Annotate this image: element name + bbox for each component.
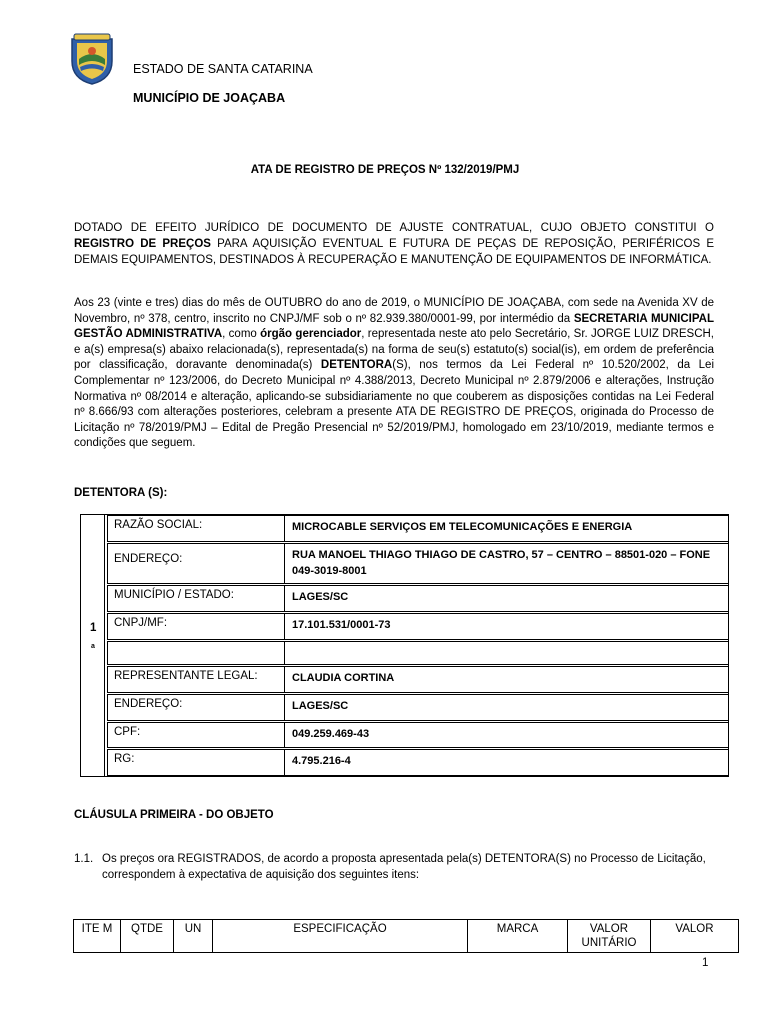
holder-row-endereco-representante: [107, 694, 729, 721]
col-header-valor: VALOR: [651, 920, 739, 953]
holder-label: [107, 642, 285, 664]
clause-number: 1.1.: [74, 853, 94, 865]
holder-row-cnpj: [107, 613, 729, 640]
col-header-item: ITE M: [74, 920, 121, 953]
holder-value: 17.101.531/0001-73: [292, 619, 391, 631]
col-header-un: UN: [174, 920, 213, 953]
items-table: [73, 919, 739, 953]
holder-label: RG:: [107, 750, 285, 775]
col-header-marca: MARCA: [468, 920, 568, 953]
holder-label: MUNICÍPIO / ESTADO:: [107, 586, 285, 611]
intro-bold-detentora: DETENTORA: [320, 359, 393, 372]
holder-row-blank: [107, 641, 729, 665]
holder-label: RAZÃO SOCIAL:: [107, 516, 285, 541]
holder-label: ENDEREÇO:: [107, 544, 285, 583]
state-name: ESTADO DE SANTA CATARINA: [133, 62, 313, 76]
items-table-header-row: [74, 920, 739, 953]
municipal-crest-icon: [70, 33, 114, 85]
lead-text-1: DOTADO DE EFEITO JURÍDICO DE DOCUMENTO DE AJUSTE CONTRATUAL, CUJO OBJETO CONSTITUI O: [74, 222, 714, 234]
holders-heading: DETENTORA (S):: [74, 487, 168, 499]
lead-text-2: PARA AQUISIÇÃO EVENTUAL E FUTURA DE PEÇAS DE REPOSIÇÃO, PERIFÉRICOS E DEMAIS EQUIPAMENTOS, DESTINADOS À RECUPERAÇÃO E MANUTENÇÃO DE EQUIPAMENTOS DE INFORMÁTICA.: [74, 238, 714, 266]
holder-value: LAGES/SC: [292, 591, 349, 603]
intro-bold-secretaria: SECRETARIA MUNICIPAL GESTÃO ADMINISTRATIVA: [74, 312, 715, 341]
holder-label: CNPJ/MF:: [107, 614, 285, 639]
holder-label: ENDEREÇO:: [107, 695, 285, 720]
holder-row-rg: [107, 749, 729, 776]
col-header-especificacao: ESPECIFICAÇÃO: [213, 920, 468, 953]
lead-text-bold: REGISTRO DE PREÇOS: [74, 238, 211, 250]
clause-heading: CLÁUSULA PRIMEIRA - DO OBJETO: [74, 809, 274, 821]
holder-row-representante: [107, 666, 729, 693]
intro-text-3: , representada neste ato pelo Secretário, Sr. JORGE LUIZ DRESCH, e a(s) empresa(s) abaixo relacionada(s), representada(s) na forma de seu(s) estatuto(s) social(is), em ordem de preferência por classificação, doravante denominada(s): [74, 328, 715, 372]
intro-text-4: (S), nos termos da Lei Federal nº 10.520/2002, da Lei Complementar nº 123/2006, do Decreto Municipal nº 4.388/2013, Decreto Municipal nº 2.879/2006 e alterações, Instrução Normativa nº 08/2014 e alteração, aplicando-se subsidiariamente no que couberem as disposições contidas na Lei Federal nº 8.666/93 com alterações posteriores, celebram a presente ATA DE REGISTRO DE PREÇOS, originada do Processo de Licitação nº 78/2019/PMJ – Edital de Pregão Presencial nº 52/2019/PMJ, homologado em 23/10/2019, mediante termos e condições que seguem.: [74, 359, 714, 450]
holder-value: [285, 642, 728, 664]
intro-paragraph: [74, 296, 714, 452]
holder-value: LAGES/SC: [292, 700, 349, 712]
holder-value: MICROCABLE SERVIÇOS EM TELECOMUNICAÇÕES E ENERGIA: [292, 521, 633, 533]
holder-sequence-cell: [80, 514, 105, 777]
holder-label: CPF:: [107, 723, 285, 747]
lead-paragraph: [74, 220, 714, 268]
holder-value: CLAUDIA CORTINA: [292, 672, 395, 684]
holder-value: 049.259.469-43: [292, 728, 370, 740]
col-header-valor-unitario: VALOR UNITÁRIO: [568, 920, 651, 953]
holder-row-razao-social: [107, 515, 729, 542]
holder-value: RUA MANOEL THIAGO THIAGO DE CASTRO, 57 – CENTRO – 88501-020 – FONE 049-3019-8001: [292, 549, 711, 577]
holder-sequence-number: 1: [90, 622, 97, 634]
holder-row-cpf: [107, 722, 729, 748]
intro-text-2: , como: [222, 328, 261, 341]
page-number: 1: [702, 957, 709, 969]
intro-text-1: Aos 23 (vinte e tres) dias do mês de OUTUBRO do ano de 2019, o MUNICÍPIO DE JOAÇABA, com sede na Avenida XV de Novembro, nº 378, centro, inscrito no CNPJ/MF sob o nº 82.939.380/0001-99, por intermédio da: [74, 297, 714, 325]
col-header-qtde: QTDE: [121, 920, 174, 953]
holder-row-endereco: [107, 543, 729, 584]
document-title: ATA DE REGISTRO DE PREÇOS Nº 132/2019/PMJ: [250, 164, 520, 176]
intro-bold-orgao: órgão gerenciador: [260, 328, 362, 341]
municipality-name: MUNICÍPIO DE JOAÇABA: [133, 91, 286, 105]
holder-row-municipio: [107, 585, 729, 612]
holder-sequence-ordinal: a: [91, 643, 95, 650]
holder-value: 4.795.216-4: [292, 755, 351, 767]
clause-text: Os preços ora REGISTRADOS, de acordo a proposta apresentada pela(s) DETENTORA(S) no Processo de Licitação, correspondem à expectativa de aquisição dos seguintes itens:: [102, 853, 706, 881]
holder-label: REPRESENTANTE LEGAL:: [107, 667, 285, 692]
